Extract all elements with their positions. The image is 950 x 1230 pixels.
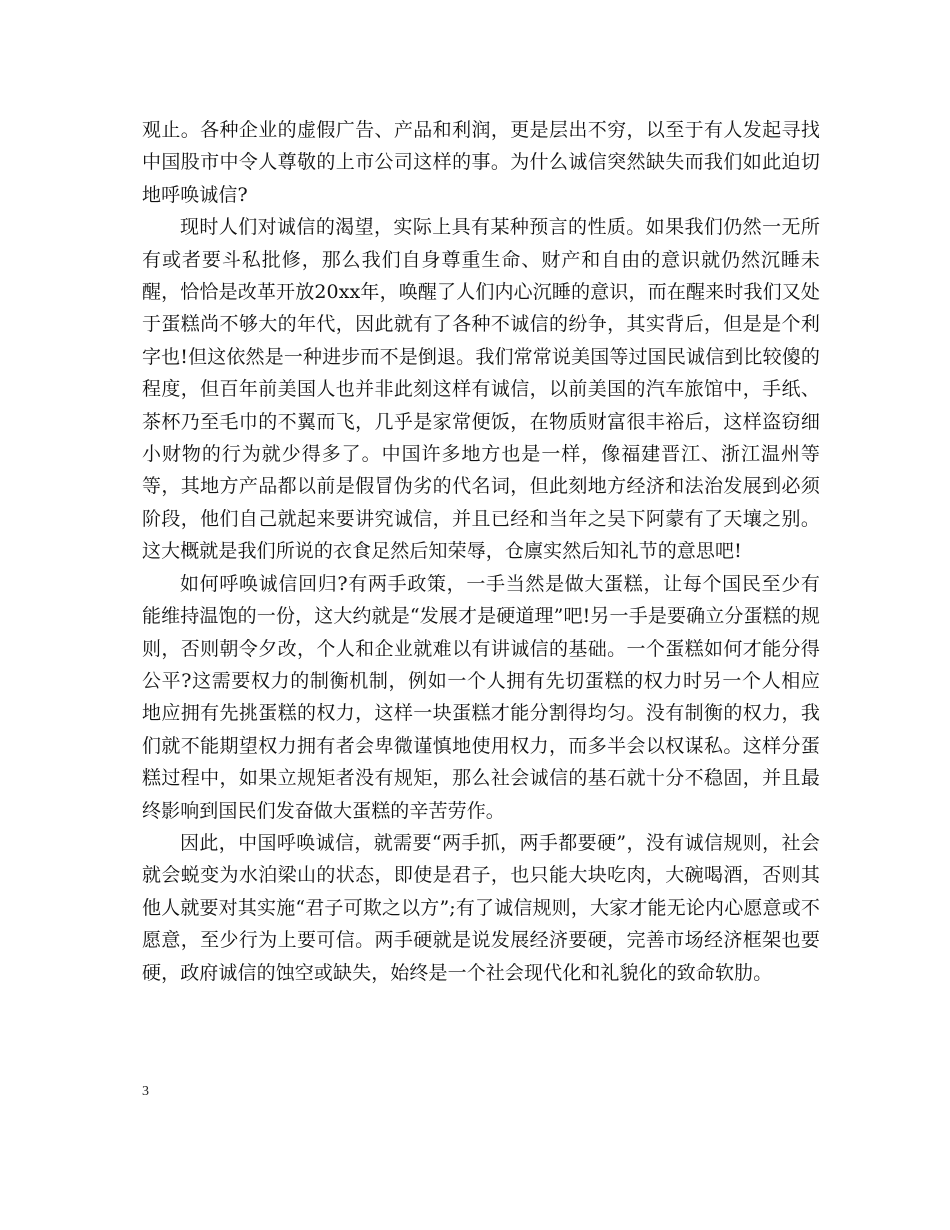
- document-body: [142, 114, 820, 989]
- page-number: 3: [142, 1084, 149, 1099]
- paragraph-4: 因此，中国呼唤诚信，就需要“两手抓，两手都要硬”，没有诚信规则，社会就会蜕变为水泊梁山的状态，即使是君子，也只能大块吃肉，大碗喝酒，否则其他人就要对其实施“君子可欺之以方”;有了诚信规则，大家才能无论内心愿意或不愿意，至少行为上要可信。两手硬就是说发展经济要硬，完善市场经济框架也要硬，政府诚信的蚀空或缺失，始终是一个社会现代化和礼貌化的致命软肋。: [142, 831, 820, 984]
- paragraph-3: 如何呼唤诚信回归?有两手政策，一手当然是做大蛋糕，让每个国民至少有能维持温饱的一份，这大约就是“发展才是硬道理”吧!另一手是要确立分蛋糕的规则，否则朝令夕改，个人和企业就难以有讲诚信的基础。一个蛋糕如何才能分得公平?这需要权力的制衡机制，例如一个人拥有先切蛋糕的权力时另一个人相应地应拥有先挑蛋糕的权力，这样一块蛋糕才能分割得均匀。没有制衡的权力，我们就不能期望权力拥有者会卑微谨慎地使用权力，而多半会以权谋私。这样分蛋糕过程中，如果立规矩者没有规矩，那么社会诚信的基石就十分不稳固，并且最终影响到国民们发奋做大蛋糕的辛苦劳作。: [142, 572, 820, 822]
- paragraph-2: 现时人们对诚信的渴望，实际上具有某种预言的性质。如果我们仍然一无所有或者要斗私批修，那么我们自身尊重生命、财产和自由的意识就仍然沉睡未醒，恰恰是改革开放20xx年，唤醒了人们内心沉睡的意识，而在醒来时我们又处于蛋糕尚不够大的年代，因此就有了各种不诚信的纷争，其实背后，但是是个利字也!但这依然是一种进步而不是倒退。我们常常说美国等过国民诚信到比较傻的程度，但百年前美国人也并非此刻这样有诚信，以前美国的汽车旅馆中，手纸、茶杯乃至毛巾的不翼而飞，几乎是家常便饭，在物质财富很丰裕后，这样盗窃细小财物的行为就少得多了。中国许多地方也是一样，像福建晋江、浙江温州等等，其地方产品都以前是假冒伪劣的代名词，但此刻地方经济和法治发展到必须阶段，他们自己就起来要讲究诚信，并且已经和当年之吴下阿蒙有了天壤之别。这大概就是我们所说的衣食足然后知荣辱，仓廪实然后知礼节的意思吧!: [142, 216, 820, 563]
- paragraph-1: 观止。各种企业的虚假广告、产品和利润，更是层出不穷，以至于有人发起寻找中国股市中令人尊敬的上市公司这样的事。为什么诚信突然缺失而我们如此迫切地呼唤诚信?: [142, 119, 820, 206]
